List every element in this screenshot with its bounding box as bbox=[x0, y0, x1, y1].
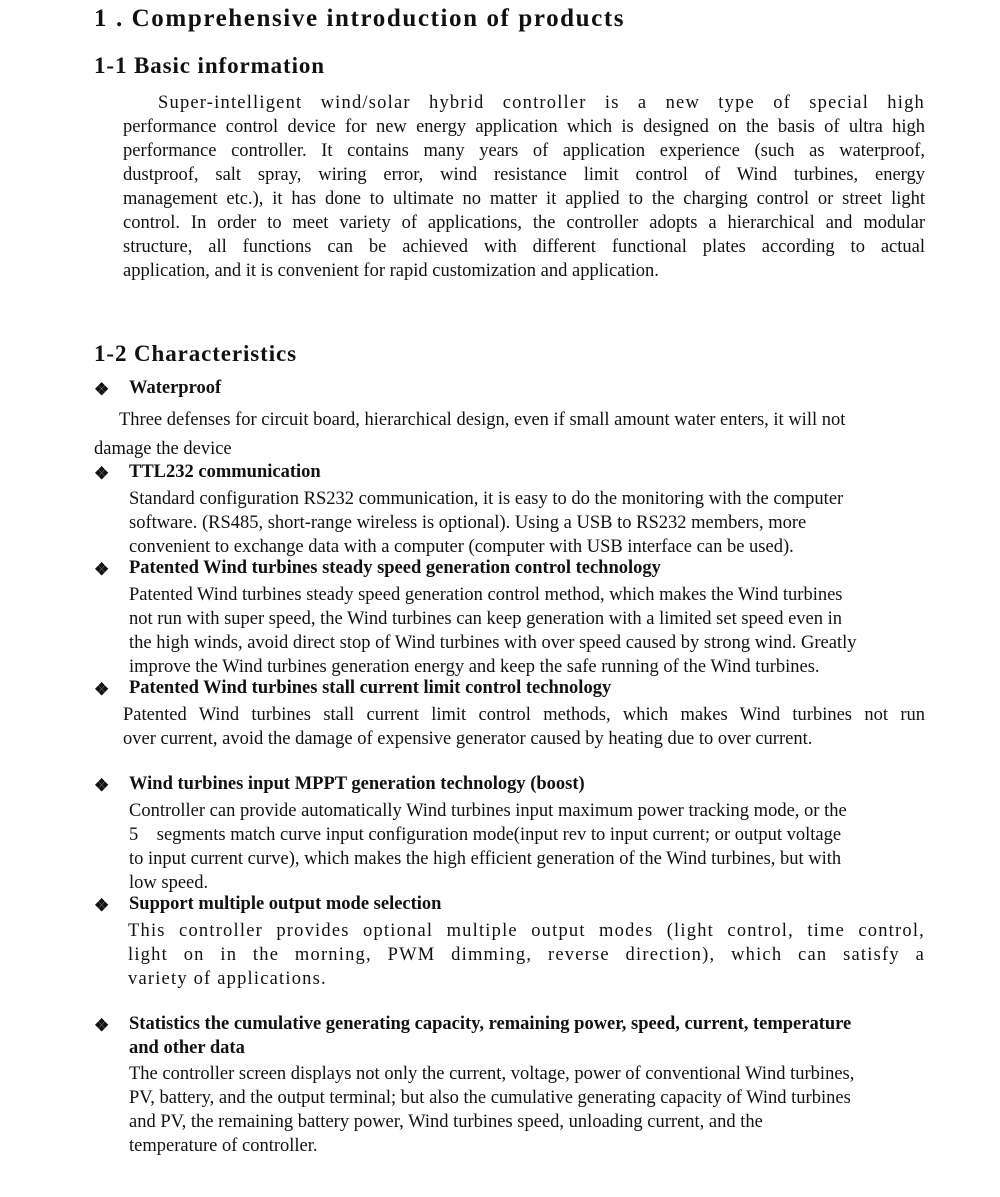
characteristic-title: Statistics the cumulative generating capacity, remaining power, speed, current, temperature bbox=[129, 1014, 852, 1034]
characteristic-line: low speed. bbox=[129, 873, 209, 893]
characteristic-line: improve the Wind turbines generation energy and keep the safe running of the Wind turbines. bbox=[129, 657, 820, 677]
characteristic-title: Wind turbines input MPPT generation technology (boost) bbox=[129, 774, 585, 794]
characteristic-line: variety of applications. bbox=[128, 969, 327, 989]
characteristic-line: light on in the morning, PWM dimming, reverse direction), which can satisfy a bbox=[128, 945, 925, 965]
characteristic-line: The controller screen displays not only the current, voltage, power of conventional Wind turbines, bbox=[129, 1064, 855, 1084]
characteristic-line: Controller can provide automatically Wind turbines input maximum power tracking mode, or the bbox=[129, 801, 847, 821]
characteristic-line: damage the device bbox=[94, 439, 232, 459]
characteristic-line: This controller provides optional multiple output modes (light control, time control, bbox=[128, 921, 925, 941]
paragraph-line: dustproof, salt spray, wiring error, wind resistance limit control of Wind turbines, energy bbox=[123, 165, 925, 185]
characteristic-line: Standard configuration RS232 communication, it is easy to do the monitoring with the computer bbox=[129, 489, 844, 509]
characteristic-line: Patented Wind turbines steady speed generation control method, which makes the Wind turbines bbox=[129, 585, 843, 605]
characteristic-line: the high winds, avoid direct stop of Wind turbines with over speed caused by strong wind. Greatly bbox=[129, 633, 857, 653]
section-heading-characteristics: 1-2 Characteristics bbox=[94, 341, 297, 366]
characteristic-title: Support multiple output mode selection bbox=[129, 894, 442, 914]
diamond-bullet-icon: ❖ bbox=[94, 896, 110, 915]
diamond-bullet-icon: ❖ bbox=[94, 380, 110, 399]
characteristic-line: temperature of controller. bbox=[129, 1136, 318, 1156]
paragraph-line: performance control device for new energy application which is designed on the basis of ultra high bbox=[123, 117, 925, 137]
characteristic-line: and PV, the remaining battery power, Wind turbines speed, unloading current, and the bbox=[129, 1112, 763, 1132]
characteristic-title: and other data bbox=[129, 1038, 245, 1058]
characteristic-line: convenient to exchange data with a computer (computer with USB interface can be used). bbox=[129, 537, 794, 557]
paragraph-line: Super-intelligent wind/solar hybrid controller is a new type of special high bbox=[158, 93, 925, 113]
characteristic-line: PV, battery, and the output terminal; but also the cumulative generating capacity of Wind turbines bbox=[129, 1088, 851, 1108]
characteristic-line: Three defenses for circuit board, hierarchical design, even if small amount water enters, it will not bbox=[119, 410, 846, 430]
paragraph-line: application, and it is convenient for rapid customization and application. bbox=[123, 261, 659, 281]
paragraph-line: structure, all functions can be achieved with different functional plates according to actual bbox=[123, 237, 925, 257]
paragraph-line: control. In order to meet variety of applications, the controller adopts a hierarchical and modular bbox=[123, 213, 925, 233]
document-title: 1 . Comprehensive introduction of products bbox=[94, 5, 626, 32]
characteristic-line: not run with super speed, the Wind turbines can keep generation with a limited set speed even in bbox=[129, 609, 843, 629]
paragraph-line: management etc.), it has done to ultimate no matter it applied to the charging control or street light bbox=[123, 189, 925, 209]
paragraph-line: performance controller. It contains many years of application experience (such as waterproof, bbox=[123, 141, 925, 161]
characteristic-line: over current, avoid the damage of expensive generator caused by heating due to over current. bbox=[123, 729, 813, 749]
characteristic-line: 5 segments match curve input configuration mode(input rev to input current; or output voltage bbox=[129, 825, 842, 845]
section-heading-basic-information: 1-1 Basic information bbox=[94, 53, 325, 78]
diamond-bullet-icon: ❖ bbox=[94, 464, 110, 483]
characteristic-line: software. (RS485, short-range wireless is optional). Using a USB to RS232 members, more bbox=[129, 513, 807, 533]
diamond-bullet-icon: ❖ bbox=[94, 680, 110, 699]
characteristic-title: Patented Wind turbines steady speed generation control technology bbox=[129, 558, 661, 578]
diamond-bullet-icon: ❖ bbox=[94, 776, 110, 795]
characteristic-line: to input current curve), which makes the high efficient generation of the Wind turbines, but with bbox=[129, 849, 842, 869]
characteristic-title: Patented Wind turbines stall current limit control technology bbox=[129, 678, 612, 698]
characteristic-title: Waterproof bbox=[129, 378, 222, 398]
characteristic-title: TTL232 communication bbox=[129, 462, 321, 482]
diamond-bullet-icon: ❖ bbox=[94, 560, 110, 579]
characteristic-line: Patented Wind turbines stall current limit control methods, which makes Wind turbines not run bbox=[123, 705, 925, 725]
diamond-bullet-icon: ❖ bbox=[94, 1016, 110, 1035]
